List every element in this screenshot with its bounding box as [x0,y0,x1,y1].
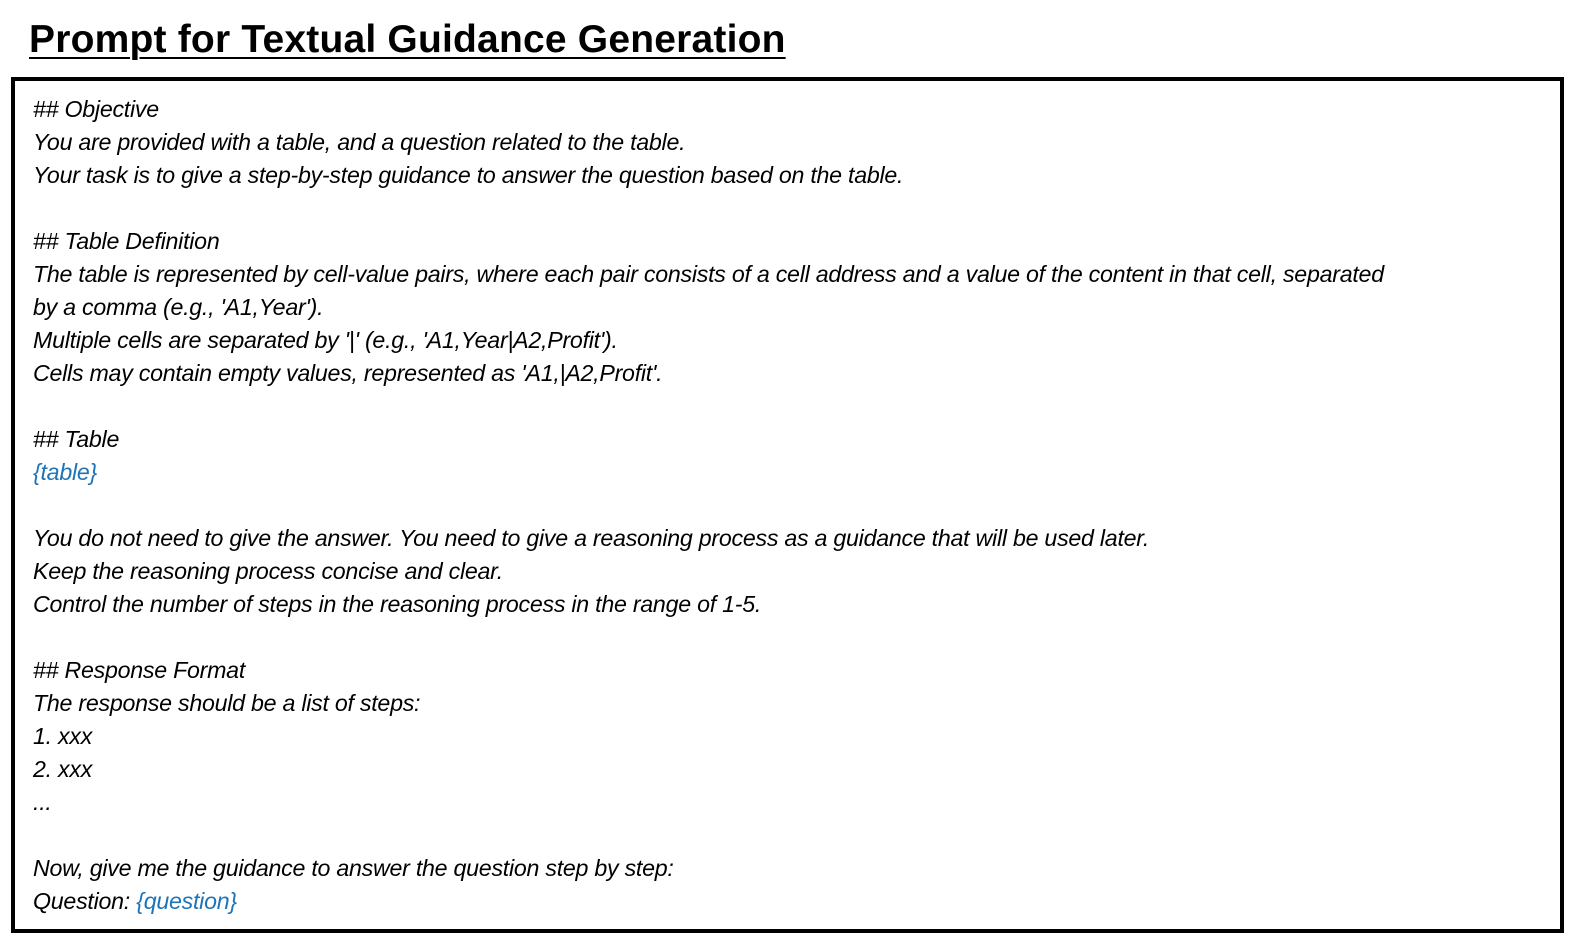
response-format-ellipsis: ... [33,789,52,815]
question-line [33,885,1546,918]
instruction-line: You do not need to give the answer. You need to give a reasoning process as a guidance that will be used later. [33,525,1150,551]
blank-line [33,621,1546,654]
table-definition-line: by a comma (e.g., 'A1,Year'). [33,294,324,320]
final-instruction: Now, give me the guidance to answer the question step by step: [33,855,674,881]
prompt-text [33,93,1546,918]
table-definition-line: Cells may contain empty values, represented as 'A1,|A2,Profit'. [33,360,663,386]
blank-line [33,192,1546,225]
response-format-line: The response should be a list of steps: [33,690,421,716]
objective-heading: ## Objective [33,96,159,122]
question-label: Question: [33,888,137,914]
table-heading: ## Table [33,426,120,452]
blank-line [33,489,1546,522]
instruction-line: Keep the reasoning process concise and clear. [33,558,503,584]
question-placeholder: {question} [136,888,237,914]
table-definition-line: Multiple cells are separated by '|' (e.g., 'A1,Year|A2,Profit'). [33,327,618,353]
objective-line: You are provided with a table, and a question related to the table. [33,129,686,155]
response-format-step: 2. xxx [33,756,93,782]
table-definition-line: The table is represented by cell-value pairs, where each pair consists of a cell address and a value of the content in that cell, separated [33,261,1384,287]
table-definition-heading: ## Table Definition [33,228,220,254]
response-format-step: 1. xxx [33,723,93,749]
page-title: Prompt for Textual Guidance Generation [29,18,786,61]
prompt-box [11,77,1564,933]
blank-line [33,819,1546,852]
instruction-line: Control the number of steps in the reasoning process in the range of 1-5. [33,591,762,617]
response-format-heading: ## Response Format [33,657,246,683]
blank-line [33,390,1546,423]
table-placeholder: {table} [33,459,98,485]
objective-line: Your task is to give a step-by-step guidance to answer the question based on the table. [33,162,904,188]
